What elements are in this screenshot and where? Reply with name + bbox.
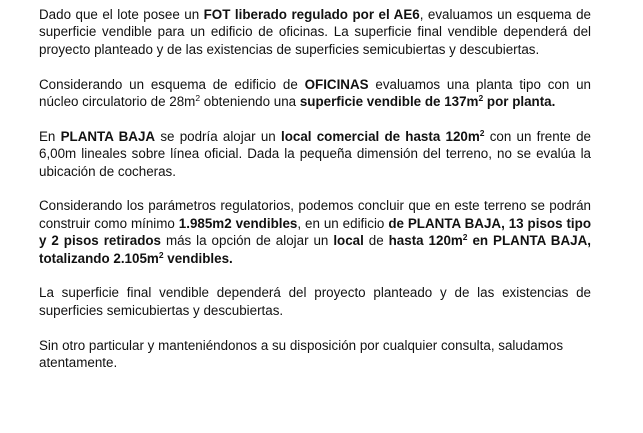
bold-text: 1.985m2 vendibles	[178, 215, 298, 231]
text-segment: con un frente de 6,00m lineales sobre línea oficial. Dada la pequeña dimensión del terreno, no se evalúa la ubicación de cocheras.	[39, 128, 591, 179]
superscript-text: 2	[478, 93, 484, 104]
bold-text: en PLANTA BAJA, totalizando 2.105m	[39, 233, 591, 266]
paragraph-planta-baja	[39, 128, 591, 180]
paragraph-oficinas	[39, 76, 591, 111]
text-segment: más la opción de alojar un	[161, 233, 334, 249]
paragraph-closing	[39, 337, 591, 372]
paragraph-conclusion	[39, 197, 591, 267]
superscript-text: 2	[479, 127, 485, 138]
bold-text: local	[333, 233, 364, 249]
text-segment: Considerando un esquema de edificio de	[39, 76, 305, 92]
text-segment: de	[363, 233, 389, 249]
superscript-text: 2	[158, 249, 164, 260]
text-segment: Sin otro particular y manteniéndonos a su disposición por cualquier consulta, saludamos atentamente.	[39, 337, 564, 371]
bold-text: hasta 120m	[388, 233, 463, 249]
text-segment: evaluamos una planta tipo con un núcleo circulatorio de 28m	[39, 76, 591, 110]
superscript-text: 2	[462, 232, 468, 243]
paragraph-fot	[39, 6, 591, 58]
text-segment: En	[39, 128, 61, 144]
bold-text: superficie vendible de 137m	[299, 94, 479, 110]
text-segment: Considerando los parámetros regulatorios, podemos concluir que en este terreno se podrán construir como mínimo	[39, 198, 591, 231]
bold-text: OFICINAS	[304, 76, 369, 92]
superscript-text: 2	[195, 93, 201, 104]
bold-text: de PLANTA BAJA, 13 pisos tipo y 2 pisos retirados	[39, 215, 592, 249]
text-segment: La superficie final vendible dependerá del proyecto planteado y de las existencias de superficies semicubiertas y descubiertas.	[39, 285, 591, 318]
bold-text: FOT liberado regulado por el AE6	[203, 7, 420, 22]
text-segment: se podría alojar un	[155, 128, 281, 144]
paragraph-superficie-final	[39, 284, 591, 319]
bold-text: por planta.	[483, 94, 556, 110]
text-segment: obteniendo una	[200, 94, 300, 110]
bold-text: vendibles.	[163, 250, 233, 266]
bold-text: PLANTA BAJA	[60, 128, 156, 144]
text-segment: , en un edificio	[297, 215, 389, 231]
bold-text: local comercial de hasta 120m	[280, 128, 480, 144]
text-segment: Dado que el lote posee un	[39, 7, 204, 22]
document-body	[39, 6, 591, 389]
text-segment: , evaluamos un esquema de superficie vendible para un edificio de oficinas. La superficie final vendible dependerá del proyecto planteado y de las existencias de superficies semicubiertas y descubiertas.	[39, 7, 591, 57]
